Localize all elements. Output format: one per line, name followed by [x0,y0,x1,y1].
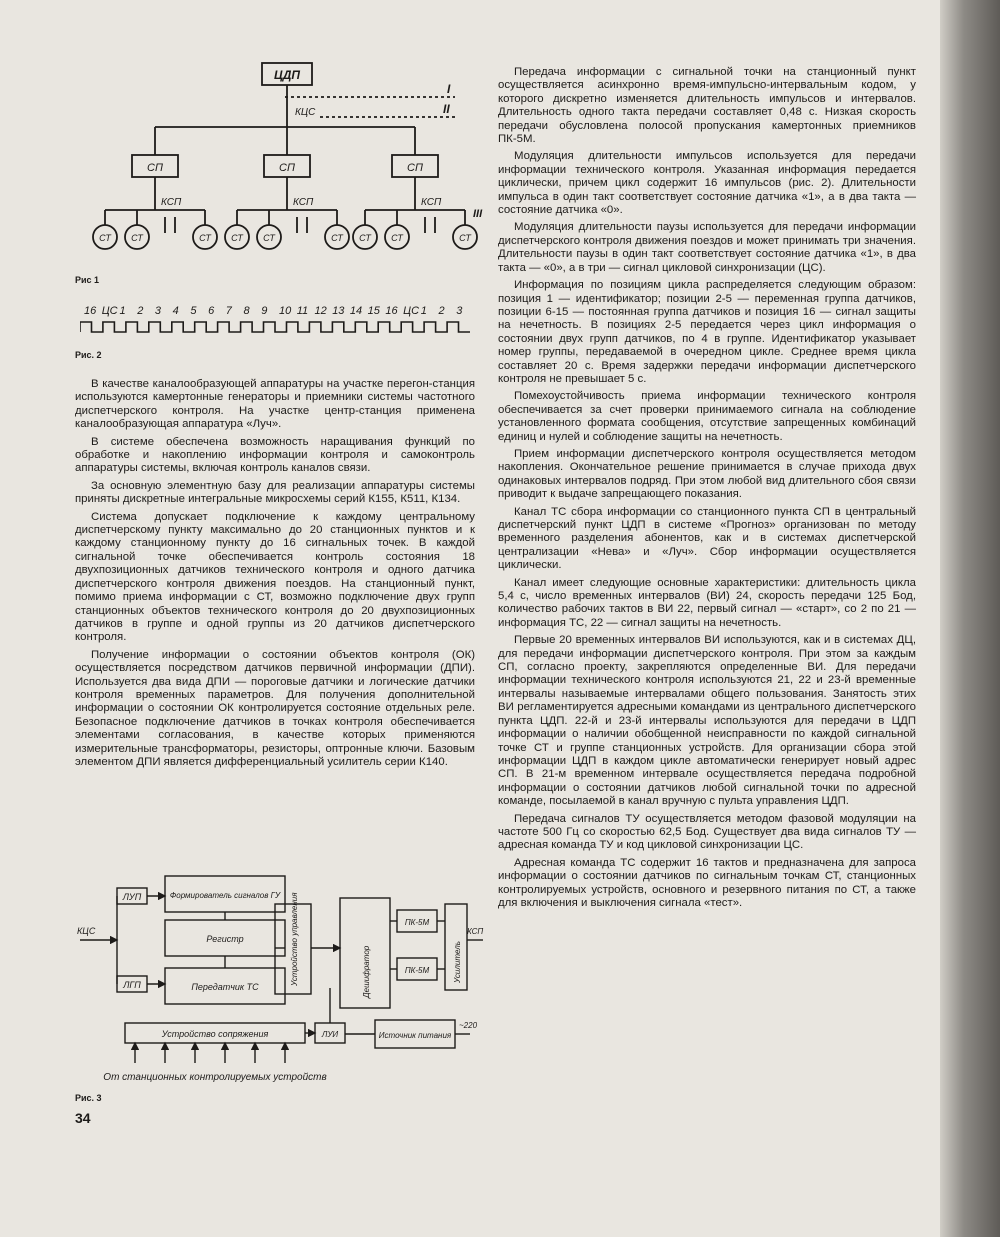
fig3-pk1: ПК-5М [404,918,430,927]
fig2-label: 14 [349,305,363,317]
fig1-st: СТ [331,233,343,243]
fig1-st: СТ [131,233,143,243]
fig3-ctrl: Устройство управления [290,892,299,986]
fig2-label: 1 [420,305,427,317]
fig3-bottom-label: От станционных контролируемых устройств [103,1072,327,1083]
left-paragraph: В качестве каналообразующей аппаратуры на участке перегон-станция используются камертонные генераторы и приемники системы частотного диспетчерского контроля. На участке центр-станция применена каналообразующая аппаратура «Луч». [75,378,475,431]
fig2-label: 8 [243,305,250,317]
page-number: 34 [75,1110,91,1126]
fig1-level-2: II [443,102,450,116]
figure-2-caption: Рис. 2 [75,350,102,360]
fig3-lgp: ЛГП [123,980,141,990]
fig1-st: СТ [359,233,371,243]
fig3-220: ~220 [459,1021,478,1030]
page-binding-shadow [940,0,1000,1237]
fig3-dec: Дешифратор [362,945,371,998]
figure-1-hierarchy-diagram [75,55,495,260]
fig1-st: СТ [391,233,403,243]
left-paragraph: Получение информации о состоянии объектов контроля (ОК) осуществляется посредством датчиков первичной информации (ДПИ). Используется два вида ДПИ — пороговые датчики и логические датчики контроля временных параметров. Для получения дополнительной информации о состоянии ОК контролируется состояние отдельных реле. Безопасное подключение датчиков в точках контроля обеспечивается элементами согласования, в качестве которых применяются измерительные трансформаторы, резисторы, оптронные ключи. Базовым элементом ДПИ является дифференциальный усилитель серии К140. [75,648,475,768]
fig2-label: 6 [208,305,215,317]
fig1-top-label: ЦДП [273,68,301,82]
fig3-gen: Формирователь сигналов ГУ [169,891,281,900]
figure-3-block-diagram [75,868,485,1093]
fig2-label: 4 [172,305,179,317]
right-paragraph: Канал имеет следующие основные характеристики: длительность цикла 5,4 с, число временных интервалов (ВИ) 24, скорость передачи 125 Бод, количество рабочих тактов в ВИ 22, первый сигнал — «старт», со 2 по 21 — информация ТС, 22 — сигнал защиты на нечетность. [498,576,916,629]
right-paragraph: Прием информации диспетчерского контроля осуществляется методом накопления. Окончательное решение принимается в случае прихода двух одинаковых интервалов подряд. При этом любой вид длительного сбоя связи приводит к выдаче запрещающего показания. [498,447,916,501]
fig1-sp-2: СП [279,162,295,174]
fig3-ts: Передатчик ТС [191,982,259,992]
right-paragraph: Канал ТС сбора информации со станционного пункта СП в центральный диспетчерский пункт ЦДП в системе «Прогноз» организован по методу временного разделения абонентов, как и в системах диспетчерской централизации «Нева» и «Луч». Сбор информации осуществляется циклически. [498,505,916,572]
fig3-lup: ЛУП [122,892,142,902]
fig2-label: ЦС [403,305,420,317]
figure-2-pulse-diagram [80,300,480,338]
figure-3-caption: Рис. 3 [75,1093,102,1103]
fig1-sp-3: СП [407,162,423,174]
fig2-label: 16 [84,305,97,317]
fig3-lui: ЛУИ [321,1030,339,1039]
fig1-st: СТ [459,233,471,243]
right-paragraph: Первые 20 временных интервалов ВИ используются, как и в системах ДЦ, для передачи информации диспетчерского контроля. При этом за каждым СП, согласно проекту, закрепляются определенные ВИ. Для передачи информации технического контроля используются 21, 22 и 23-й временные интервалы называемые интервалами общего пользования. Занятость этих ВИ регламентируется адресными командами из центрального диспетчерского пункта ЦДП. 22-й и 23-й интервалы используются для передачи в ЦДП информации о наличии обобщенной неисправности по каждой сигнальной точке СТ и группе станционных устройств. Для организации сбора этой информации ЦДП в каждом цикле автоматически генерирует новый адрес СП. В 21-м временном интервале осуществляется передача подробной информации о состоянии датчиков любой сигнальной точки по адресной команде, посылаемой в канал вручную с пульта управления ЦДП. [498,634,916,808]
right-paragraph: Адресная команда ТС содержит 16 тактов и предназначена для запроса информации о состоянии датчиков по сигнальным точкам СТ, станционных контролируемых устройств, основного и резервного питания по СТ, а также для включения и выключения сигнала «тест». [498,856,916,909]
fig2-label: 13 [332,305,345,317]
fig1-level-1: I [447,82,451,96]
fig1-link-kcs: КЦС [295,107,316,118]
fig2-label: 3 [154,305,162,317]
left-paragraph: В системе обеспечена возможность наращивания функций по обработке и накоплению информации контроля и самоконтроль аппаратуры системы, включая контроль каналов связи. [75,435,475,475]
fig1-ksp-2: КСП [293,197,314,208]
left-column-text [75,378,475,773]
right-column-text [498,66,916,914]
fig2-label: 11 [296,305,309,317]
fig1-st: СТ [99,233,111,243]
fig2-label: 1 [119,305,126,317]
fig1-st: СТ [263,233,275,243]
fig2-label: 16 [385,305,398,317]
fig1-st: СТ [199,233,211,243]
right-paragraph: Модуляция длительности паузы используется для передачи информации диспетчерского контроля движения поездов и может принимать три значения. Длительности паузы в один такт соответствует состояние датчика «1», в два такта — «0», а в три — сигнал цикловой синхронизации (ЦС). [498,221,916,274]
fig2-label: 10 [279,305,292,317]
fig2-label: 15 [367,305,380,317]
right-paragraph: Информация по позициям цикла распределяется следующим образом: позиция 1 — идентификатор; позиции 2-5 — переменная группа датчиков, позиции 6-15 — постоянная группа датчиков и позиция 16 — сигнал защиты на нечетность. В позициях 2-5 передается через цикл информация о состоянии двух групп датчиков, по 4 в группе. Идентификатор указывает номер группы, передаваемой в очередном цикле. Среднее время цикла составляет 20 с. Время задержки передачи информации диспетчерского контроля не превышает 5 с. [498,279,916,385]
fig2-label: 2 [137,305,144,317]
left-paragraph: За основную элементную базу для реализации аппаратуры системы приняты дискретные интегральные микросхемы серий К155, К511, К134. [75,479,475,506]
fig1-ksp-3: КСП [421,197,442,208]
fig1-st: СТ [231,233,243,243]
right-paragraph: Передача сигналов ТУ осуществляется методом фазовой модуляции на частоте 500 Гц со скоростью 62,5 Бод. Существует два вида сигналов ТУ — адресная команда ТУ и код цикловой синхронизации ЦС. [498,812,916,852]
fig3-reg: Регистр [206,934,244,944]
fig3-kcs-label: КЦС [77,926,96,936]
fig1-sp-1: СП [147,162,163,174]
right-paragraph: Модуляция длительности импульсов используется для передачи информации технического контроля. Указанная информация передается циклически, причем цикл содержит 16 импульсов (рис. 2). Длительности импульса в один такт соответствует состояние датчика «1», а в два такта — состояние датчика «0». [498,150,916,217]
fig3-ksp-label: КСП [467,927,484,936]
fig3-pwr: Источник питания [378,1031,452,1040]
figure-1-caption: Рис 1 [75,275,100,285]
right-paragraph: Помехоустойчивость приема информации технического контроля обеспечивается за счет проверки принимаемого сигнала на соблюдение установленного формата сообщения, отсутствие запрещенных комбинаций единиц и нулей и соблюдение защиты на нечетность. [498,390,916,443]
fig2-label: 3 [456,305,463,317]
fig2-label: 9 [261,305,268,317]
fig1-ksp-1: КСП [161,197,182,208]
fig3-amp: Усилитель [453,941,462,983]
fig3-pk2: ПК-5М [404,966,430,975]
fig3-sop: Устройство сопряжения [161,1029,269,1039]
right-paragraph: Передача информации с сигнальной точки на станционный пункт осуществляется асинхронно время-импульсно-интервальным кодом, у которого дискретно изменяется длительность импульсов и интервалов. Длительность одного такта передачи составляет 0,48 с. Низкая скорость передачи обусловлена полосой пропускания камертонных приемников ПК-5М. [498,66,916,146]
fig2-label: 2 [438,305,445,317]
fig2-label: 7 [225,305,232,317]
left-paragraph: Система допускает подключение к каждому центральному диспетчерскому пункту максимально до 20 станционных пунктов и к каждому станционному пункту до 16 сигнальных точек. В каждой сигнальной точке обеспечивается контроль состояния 18 двухпозиционных датчиков технического контроля и одного датчика диспетчерского контроля движения поездов. На станционный пункт, помимо приема информации с СТ, возможно подключение двух групп станционных объектов технического контроля до 20 двухпозиционных датчиков в группе и одной группы из 20 датчиков диспетчерского контроля. [75,510,475,644]
fig1-level-3: III [473,208,483,220]
fig2-label: 12 [314,305,327,317]
fig2-label: ЦС [101,305,118,317]
fig2-label: 5 [190,305,197,317]
